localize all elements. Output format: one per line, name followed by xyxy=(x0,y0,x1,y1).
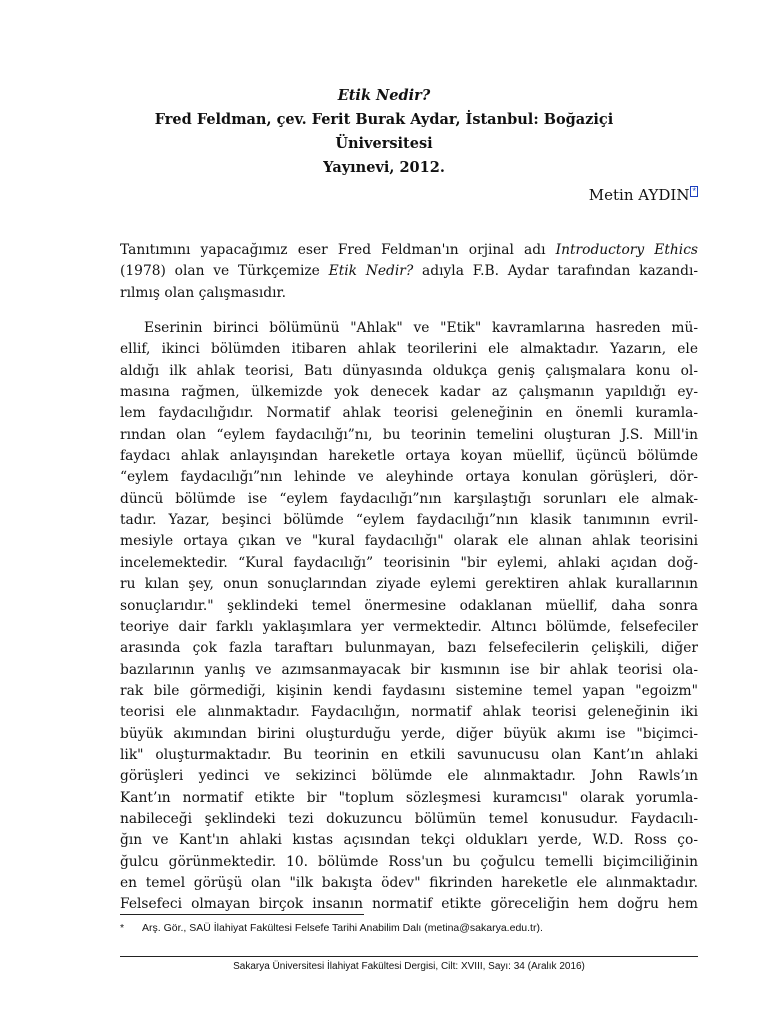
text-line: büyük akımından birini oluşturduğu yerde, diğer büyük akımı ise "biçimci- xyxy=(120,725,698,742)
footnote-marker: * xyxy=(120,922,125,934)
text-line: “eylem faydacılığı”nın lehinde ve aleyhinde ortaya konulan görüşleri, dör- xyxy=(120,469,698,486)
text-line: arasında çok fazla taraftarı bulunmayan, bazı felsefecilerin çelişkili, diğer xyxy=(120,640,698,657)
text-line: Eserinin birinci bölümünü "Ahlak" ve "Etik" kavramlarına hasreden mü- xyxy=(144,320,698,337)
text-line: incelemektedir. “Kural faydacılığı” teorisinin "bir eylemi, ahlaki açıdan doğ- xyxy=(120,554,698,571)
review-body xyxy=(120,240,698,916)
text-line: tadır. Yazar, beşinci bölümde “eylem faydacılığı”nın klasik tanımının evril- xyxy=(120,512,698,529)
text-line: rından olan “eylem faydacılığı”nı, bu teorinin temelini oluşturan J.S. Mill'in xyxy=(120,426,698,443)
text-line: düncü bölümde ise “eylem faydacılığı”nın karşılaştığı sorunları ele almak- xyxy=(120,490,698,507)
author-name: Metin AYDIN xyxy=(588,186,690,204)
footnote-divider xyxy=(120,914,364,915)
text-line: sonuçlarıdır." şeklindeki temel önermesine odaklanan müellif, daha sonra xyxy=(120,597,698,614)
text-line: mesiyle ortaya çıkan ve "kural faydacılığı" olarak ele alınan ahlak teorisini xyxy=(120,533,698,550)
text-line: faydacı ahlak anlayışından hareketle ortaya koyan müellif, üçüncü bölümde xyxy=(120,448,698,465)
text-line: rak bile görmediği, kişinin kendi faydasını sistemine temel yapan "egoizm" xyxy=(120,682,698,699)
text-line: bazılarının yanlış ve azımsanmayacak bir kısmının ise bir ahlak teorisi ola- xyxy=(120,661,698,678)
footnote-link[interactable]: * xyxy=(692,186,696,196)
author-byline xyxy=(589,185,698,205)
text-line: ru kılan şey, onun sonuçlarından ziyade eylemi gerektiren ahlak kurallarının xyxy=(120,576,698,593)
text-line: aldığı ilk ahlak teorisi, Batı dünyasında oldukça geniş çalışmalara konu ol- xyxy=(120,362,698,379)
journal-footer: Sakarya Üniversitesi İlahiyat Fakültesi Dergisi, Cilt: XVIII, Sayı: 34 (Aralık 2016) xyxy=(233,961,585,972)
text-line: ğın ve Kant'ın ahlaki kıstas açısından tekçi oldukları yerde, W.D. Ross ço- xyxy=(120,832,698,849)
text-line: ğulcu görünmektedir. 10. bölümde Ross'un bu çoğulcu temelli biçimciliğinin xyxy=(120,853,698,870)
text-line: (1978) olan ve Türkçemize Etik Nedir? adıyla F.B. Aydar tarafından kazandı- xyxy=(120,263,699,280)
text-line: teoriye dair farklı yaklaşımlara yer vermektedir. Altıncı bölümde, felsefeciler xyxy=(120,618,698,635)
citation-line-2: Yayınevi, 2012. xyxy=(323,159,445,176)
paragraph-2 xyxy=(120,318,698,916)
text-line: görüşleri yedinci ve sekizinci bölümde ele alınmaktadır. John Rawls’ın xyxy=(120,768,698,785)
text-line: Felsefeci olmayan birçok insanın normatif etikte göreceliğin hem doğru hem xyxy=(120,896,698,913)
text-line: en temel görüşü olan "ilk bakışta ödev" fikrinden hareketle ele alınmaktadır. xyxy=(120,874,698,891)
text-line: Kant’ın normatif etikte bir "toplum sözleşmesi kuramcısı" olarak yorumla- xyxy=(120,789,698,806)
text-line: ellif, ikinci bölümden itibaren ahlak teorilerini ele almaktadır. Yazarın, ele xyxy=(120,341,698,358)
paragraph-1 xyxy=(120,240,698,304)
text-line: lem faydacılığıdır. Normatif ahlak teorisi geleneğinin en önemli kuramla- xyxy=(120,405,698,422)
review-header xyxy=(120,84,648,180)
text-line: masına rağmen, ülkemizde yok denecek kadar az çalışmanın yapıldığı ey- xyxy=(120,384,698,401)
footnote xyxy=(120,920,698,936)
text-line: Tanıtımını yapacağımız eser Fred Feldman'ın orjinal adı Introductory Ethics xyxy=(120,242,698,258)
book-title: Etik Nedir? xyxy=(337,87,431,104)
citation-line-1: Fred Feldman, çev. Ferit Burak Aydar, İstanbul: Boğaziçi Üniversitesi xyxy=(154,111,614,152)
footer-divider xyxy=(120,956,698,957)
footnote-text: Arş. Gör., SAÜ İlahiyat Fakültesi Felsefe Tarihi Anabilim Dalı (metina@sakarya.edu.tr). xyxy=(142,922,543,934)
text-line: lik" oluşturmaktadır. Bu teorinin en etkili savunucusu olan Kant’ın ahlaki xyxy=(120,746,698,763)
text-line: rılmış olan çalışmasıdır. xyxy=(120,284,286,301)
text-line: nabileceği şeklindeki tezi dokuzuncu bölümün temel konusudur. Faydacılı- xyxy=(120,810,698,827)
text-line: teorisi ele alınmaktadır. Faydacılığın, normatif ahlak teorisi geleneğinin iki xyxy=(120,704,698,721)
